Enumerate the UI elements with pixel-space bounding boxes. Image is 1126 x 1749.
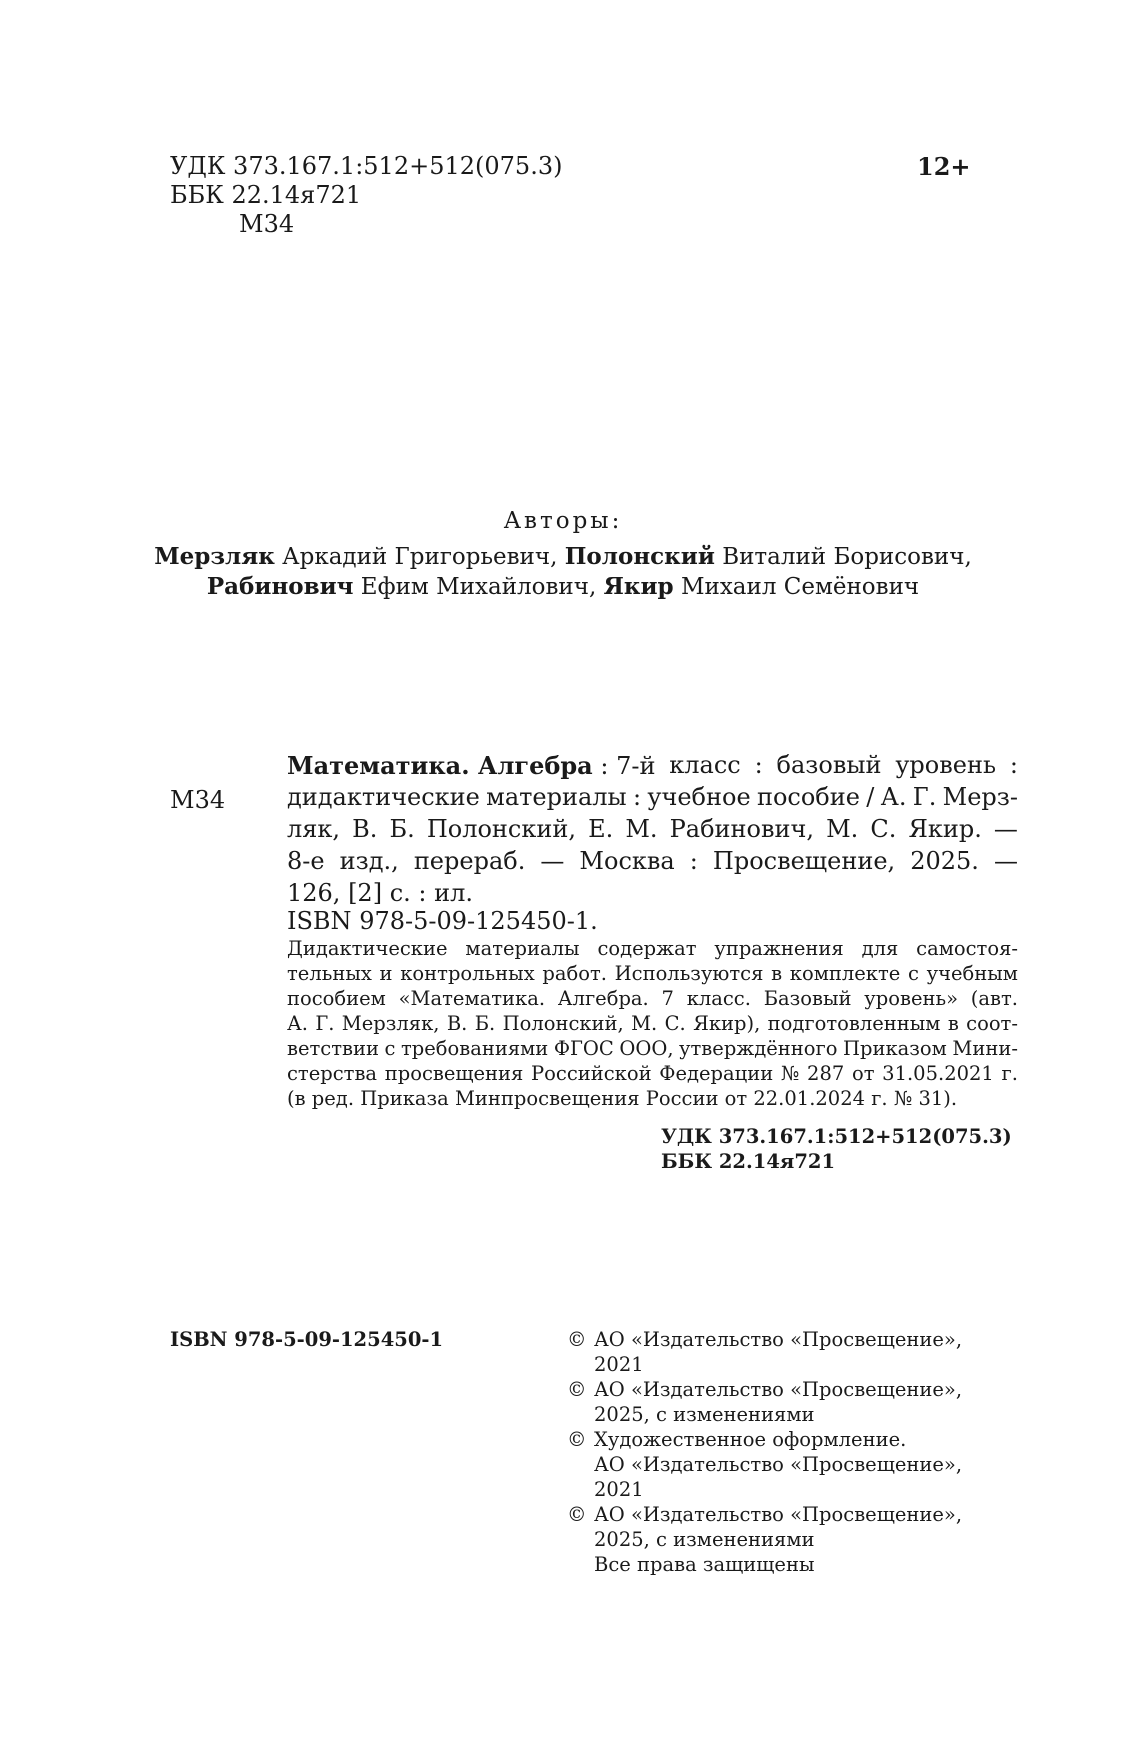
annotation-word: и bbox=[379, 962, 393, 985]
author-given-names: Ефим Михайлович, bbox=[353, 574, 604, 600]
copyright-text bbox=[594, 1427, 962, 1502]
annotation-line bbox=[287, 1086, 1018, 1111]
copyright-icon: © bbox=[567, 1503, 587, 1526]
card-word: М. bbox=[625, 815, 658, 843]
card-word: 2025. bbox=[910, 847, 979, 875]
annotation-word: материалы bbox=[465, 937, 580, 960]
annotation-line bbox=[287, 1036, 1018, 1061]
card-word: / bbox=[866, 783, 875, 811]
annotation-word: Приказом bbox=[843, 1037, 947, 1060]
annotation-word: Мерзляк, bbox=[341, 1012, 440, 1035]
card-word: — bbox=[993, 847, 1018, 875]
annotation-word: подготовленным bbox=[767, 1012, 941, 1035]
annotation-word: Б. bbox=[474, 1012, 496, 1035]
annotation-word: для bbox=[861, 937, 899, 960]
copyright-text bbox=[594, 1327, 962, 1377]
card-word: В. bbox=[352, 815, 378, 843]
copyright-text bbox=[594, 1377, 962, 1427]
card-word: Мерз- bbox=[942, 783, 1018, 811]
author-given-names: Михаил Семёнович bbox=[673, 574, 920, 600]
annotation-word: Федерации bbox=[659, 1062, 774, 1085]
card-word: Е. bbox=[588, 815, 614, 843]
copyright-text bbox=[594, 1502, 962, 1577]
card-word: : bbox=[632, 783, 642, 811]
catalog-card-isbn: ISBN 978-5-09-125450-1. bbox=[287, 907, 598, 935]
card-word: Москва bbox=[579, 847, 675, 875]
card-word: базовый bbox=[776, 751, 882, 779]
annotation-word: 31.05.2021 bbox=[882, 1062, 994, 1085]
card-word: М. bbox=[826, 815, 859, 843]
card-word: ляк, bbox=[287, 815, 341, 843]
annotation-word: самостоя- bbox=[916, 937, 1018, 960]
card-line bbox=[287, 847, 1018, 879]
annotation-word: тельных bbox=[287, 962, 372, 985]
annotation-word: Базовый bbox=[763, 987, 852, 1010]
annotation-word: ООО, bbox=[619, 1037, 674, 1060]
card-word: Полонский, bbox=[426, 815, 576, 843]
card-word: 126, [2] с. : ил. bbox=[287, 879, 473, 907]
authors-line-2 bbox=[0, 572, 1126, 602]
card-word: Г. bbox=[912, 783, 937, 811]
annotation-word: с bbox=[908, 962, 919, 985]
annotation-word: Полонский, bbox=[502, 1012, 624, 1035]
card-word: А. bbox=[880, 783, 907, 811]
card-word: : bbox=[754, 751, 763, 779]
author-surname: Мерзляк bbox=[154, 543, 275, 570]
card-word: дидактические bbox=[287, 783, 480, 811]
annotation-word: г. bbox=[1001, 1062, 1018, 1085]
footer-isbn: ISBN 978-5-09-125450-1 bbox=[170, 1328, 444, 1351]
annotation-word: «Математика. bbox=[398, 987, 546, 1010]
annotation-word: содержат bbox=[597, 937, 697, 960]
card-line bbox=[287, 751, 1018, 783]
annotation-line bbox=[287, 961, 1018, 986]
copyright-item bbox=[567, 1377, 962, 1427]
annotation-udk: УДК 373.167.1:512+512(075.3) bbox=[661, 1125, 1012, 1148]
card-word: Рабинович, bbox=[669, 815, 814, 843]
authors-line-1 bbox=[0, 542, 1126, 572]
annotation-word: № bbox=[780, 1062, 800, 1085]
annotation-word: стерства bbox=[287, 1062, 378, 1085]
card-word: — bbox=[540, 847, 565, 875]
copyright-list bbox=[567, 1327, 962, 1577]
card-title: Математика. Алгебра bbox=[287, 751, 593, 780]
copyright-line: 2021 bbox=[594, 1478, 644, 1501]
card-word: : bbox=[1009, 751, 1018, 779]
annotation-word: 7 bbox=[661, 987, 674, 1010]
copyright-line: 2021 bbox=[594, 1353, 644, 1376]
card-word: пособие bbox=[756, 783, 860, 811]
card-word: материалы bbox=[486, 783, 627, 811]
authors-label: Авторы: bbox=[503, 508, 623, 534]
card-word: класс bbox=[669, 751, 741, 779]
annotation-word: Используются bbox=[614, 962, 764, 985]
card-word: — bbox=[993, 815, 1018, 843]
author-surname: Рабинович bbox=[206, 573, 354, 600]
annotation-word: М. bbox=[631, 1012, 658, 1035]
annotation-line bbox=[287, 1061, 1018, 1086]
copyright-icon: © bbox=[567, 1378, 587, 1401]
annotation-line bbox=[287, 1011, 1018, 1036]
card-word: изд., bbox=[339, 847, 399, 875]
copyright-line: АО «Издательство «Просвещение», bbox=[594, 1378, 963, 1401]
catalog-card-code: М34 bbox=[170, 786, 226, 814]
annotation-word: С. bbox=[664, 1012, 686, 1035]
author-given-names: Виталий Борисович, bbox=[714, 544, 972, 570]
annotation-word: ФГОС bbox=[553, 1037, 614, 1060]
annotation-word: Мини- bbox=[952, 1037, 1018, 1060]
annotation-word: просвещения bbox=[384, 1062, 524, 1085]
copyright-line: АО «Издательство «Просвещение», bbox=[594, 1328, 963, 1351]
card-word: перераб. bbox=[413, 847, 526, 875]
annotation-word: упражнения bbox=[714, 937, 844, 960]
copyright-item bbox=[567, 1502, 962, 1577]
copyright-line: Все права защищены bbox=[594, 1553, 815, 1576]
annotation-word: пособием bbox=[287, 987, 386, 1010]
card-word: Просвещение, bbox=[712, 847, 896, 875]
card-line bbox=[287, 783, 1018, 815]
annotation-line bbox=[287, 936, 1018, 961]
age-rating: 12+ bbox=[917, 152, 971, 181]
annotation-word: В. bbox=[446, 1012, 468, 1035]
annotation-word: Г. bbox=[315, 1012, 335, 1035]
annotation-word: А. bbox=[287, 1012, 308, 1035]
copyright-line: 2025, с изменениями bbox=[594, 1403, 815, 1426]
card-word: уровень bbox=[895, 751, 997, 779]
card-title-group bbox=[287, 751, 655, 783]
annotation-word: утверждённого bbox=[679, 1037, 838, 1060]
card-word: 8-е bbox=[287, 847, 325, 875]
copyright-icon: © bbox=[567, 1428, 587, 1451]
catalog-card bbox=[287, 751, 1018, 911]
classification-block bbox=[170, 152, 562, 239]
annotation-word: (авт. bbox=[970, 987, 1018, 1010]
annotation-word: Алгебра. bbox=[557, 987, 649, 1010]
author-surname: Якир bbox=[603, 573, 674, 600]
annotation-word: ветствии bbox=[287, 1037, 379, 1060]
annotation-word: в bbox=[947, 1012, 959, 1035]
author-given-names: Аркадий Григорьевич, bbox=[274, 544, 565, 570]
card-word: учебное bbox=[647, 783, 751, 811]
card-word: : bbox=[689, 847, 698, 875]
copyright-item bbox=[567, 1327, 962, 1377]
card-line bbox=[287, 815, 1018, 847]
card-word: С. bbox=[870, 815, 897, 843]
annotation-word: Российской bbox=[531, 1062, 652, 1085]
annotation-word: с bbox=[384, 1037, 396, 1060]
annotation-word: в bbox=[771, 962, 783, 985]
card-word: Якир. bbox=[908, 815, 982, 843]
copyright-line: 2025, с изменениями bbox=[594, 1528, 815, 1551]
annotation-word: от bbox=[851, 1062, 875, 1085]
author-mark: М34 bbox=[239, 210, 295, 238]
annotation-word: 287 bbox=[807, 1062, 845, 1085]
card-word: : 7-й bbox=[592, 752, 656, 780]
copyright-line: АО «Издательство «Просвещение», bbox=[594, 1503, 963, 1526]
copyright-icon: © bbox=[567, 1328, 587, 1351]
annotation-word: работ. bbox=[542, 962, 607, 985]
annotation-word: требованиями bbox=[400, 1037, 549, 1060]
annotation-bbk: ББК 22.14я721 bbox=[661, 1150, 836, 1173]
card-word: Б. bbox=[389, 815, 415, 843]
annotation-word: комплекте bbox=[789, 962, 901, 985]
annotation-word: контрольных bbox=[400, 962, 535, 985]
copyright-line: АО «Издательство «Просвещение», bbox=[594, 1453, 963, 1476]
annotation-word: Якир), bbox=[693, 1012, 761, 1035]
copyright-line: Художественное оформление. bbox=[594, 1428, 907, 1451]
annotation-word: соот- bbox=[966, 1012, 1018, 1035]
annotation-word: (в ред. Приказа Минпросвещения России от 22.01.2024 г. № 31). bbox=[287, 1087, 958, 1110]
annotation-word: Дидактические bbox=[287, 937, 448, 960]
copyright-item bbox=[567, 1427, 962, 1502]
udk-code: УДК 373.167.1:512+512(075.3) bbox=[170, 152, 563, 180]
annotation-word: уровень» bbox=[864, 987, 959, 1010]
annotation-line bbox=[287, 986, 1018, 1011]
annotation bbox=[287, 936, 1018, 1111]
author-surname: Полонский bbox=[564, 543, 715, 570]
annotation-word: учебным bbox=[926, 962, 1018, 985]
bbk-code: ББК 22.14я721 bbox=[170, 181, 362, 209]
annotation-word: класс. bbox=[686, 987, 751, 1010]
